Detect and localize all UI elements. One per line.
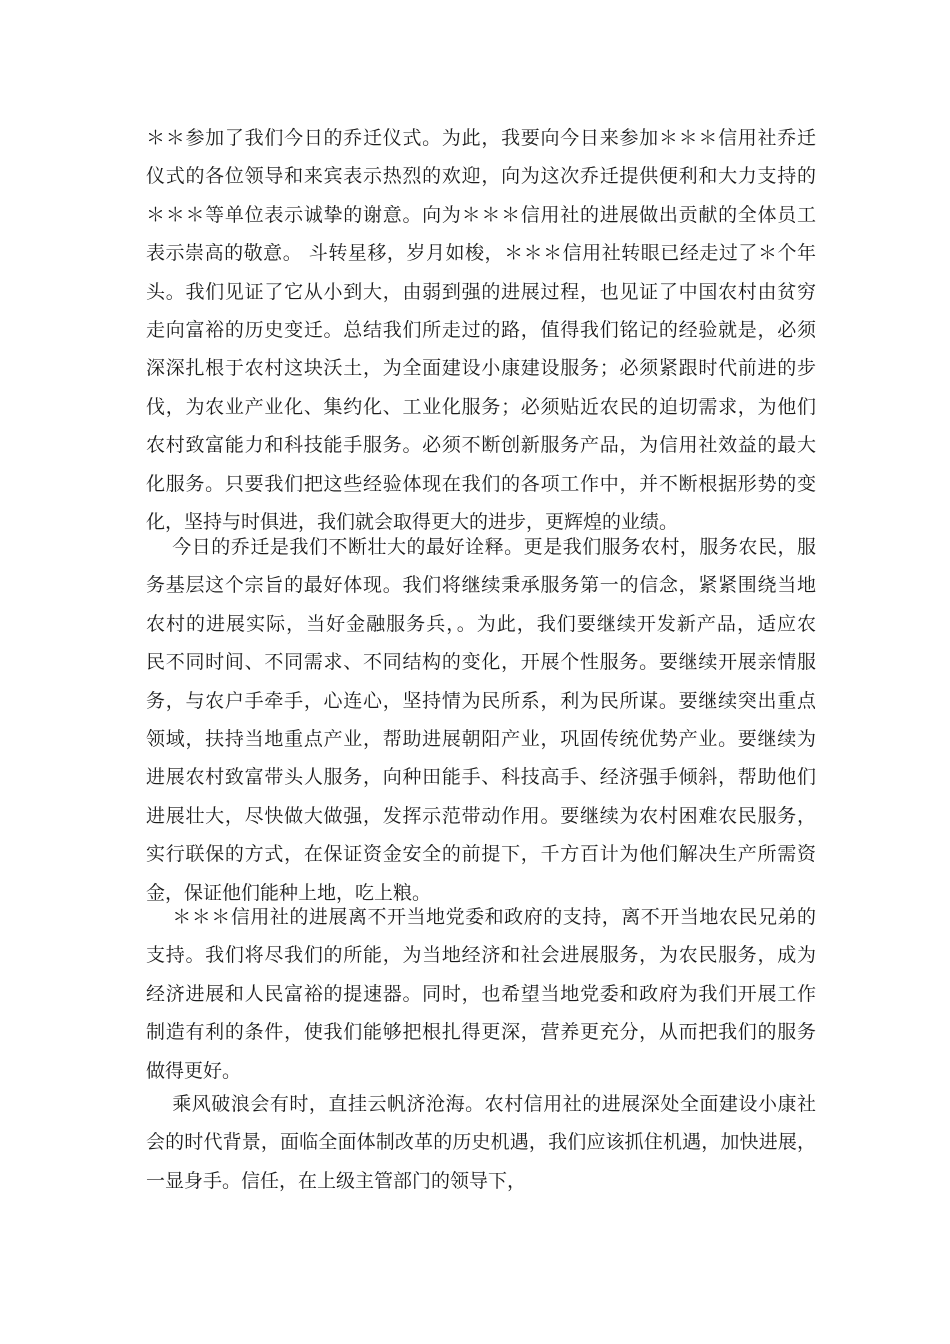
text-line: 头。我们见证了它从小到大，由弱到强的进展过程，也见证了中国农村由贫穷 [146, 280, 816, 303]
text-line: 仪式的各位领导和来宾表示热烈的欢迎，向为这次乔迁提供便利和大力支持的 [146, 165, 816, 188]
text-line: 乘风破浪会有时，直挂云帆济沧海。农村信用社的进展深处全面建设小康社 [146, 1093, 816, 1115]
text-line: 支持。我们将尽我们的所能，为当地经济和社会进展服务，为农民服务，成为 [146, 944, 816, 967]
paragraph-2 [146, 528, 816, 912]
text-line: 走向富裕的历史变迁。总结我们所走过的路，值得我们铭记的经验就是，必须 [146, 318, 816, 341]
text-line: 民不同时间、不同需求、不同结构的变化，开展个性服务。要继续开展亲情服 [146, 651, 816, 674]
text-line: 进展壮大，尽快做大做强，发挥示范带动作用。要继续为农村困难农民服务， [146, 804, 816, 827]
text-line: 做得更好。 [146, 1059, 242, 1082]
text-line: 农村致富能力和科技能手服务。必须不断创新服务产品，为信用社效益的最大 [146, 434, 816, 457]
text-line: 实行联保的方式，在保证资金安全的前提下，千方百计为他们解决生产所需资 [146, 843, 816, 866]
text-line: 化服务。只要我们把这些经验体现在我们的各项工作中，并不断根据形势的变 [146, 472, 816, 495]
text-line: 深深扎根于农村这块沃土，为全面建设小康建设服务；必须紧跟时代前进的步 [146, 357, 816, 380]
text-line: ＊＊＊信用社的进展离不开当地党委和政府的支持，离不开当地农民兄弟的 [146, 906, 816, 928]
text-line: 制造有利的条件，使我们能够把根扎得更深，营养更充分，从而把我们的服务 [146, 1021, 816, 1044]
text-line: 化，坚持与时俱进，我们就会取得更大的进步，更辉煌的业绩。 [146, 510, 679, 533]
text-line: ＊＊参加了我们今日的乔迁仪式。为此，我要向今日来参加＊＊＊信用社乔迁 [146, 127, 816, 149]
text-line: 会的时代背景，面临全面体制改革的历史机遇，我们应该抓住机遇，加快进展， [146, 1131, 816, 1154]
paragraph-4 [146, 1085, 816, 1200]
text-line: 农村的进展实际，当好金融服务兵，。为此，我们要继续开发新产品，适应农 [146, 612, 816, 635]
text-line: 进展农村致富带头人服务，向种田能手、科技高手、经济强手倾斜，帮助他们 [146, 766, 816, 789]
text-line: 务，与农户手牵手，心连心，坚持情为民所系，利为民所谋。要继续突出重点 [146, 689, 816, 712]
text-line: 表示崇高的敬意。 斗转星移，岁月如梭，＊＊＊信用社转眼已经走过了＊个年 [146, 242, 816, 265]
text-line: 经济进展和人民富裕的提速器。同时，也希望当地党委和政府为我们开展工作 [146, 982, 816, 1005]
paragraph-1 [146, 119, 816, 541]
text-line: ＊＊＊等单位表示诚挚的谢意。向为＊＊＊信用社的进展做出贡献的全体员工 [146, 203, 816, 226]
text-line: 伐，为农业产业化、集约化、工业化服务；必须贴近农民的迫切需求，为他们 [146, 395, 816, 418]
text-line: 务基层这个宗旨的最好体现。我们将继续秉承服务第一的信念，紧紧围绕当地 [146, 574, 816, 597]
text-line: 金，保证他们能种上地，吃上粮。 [146, 881, 432, 904]
text-line: 今日的乔迁是我们不断壮大的最好诠释。更是我们服务农村，服务农民，服 [146, 536, 816, 558]
text-line: 领域，扶持当地重点产业，帮助进展朝阳产业，巩固传统优势产业。要继续为 [146, 727, 816, 750]
text-line: 一显身手。信任，在上级主管部门的领导下， [146, 1169, 527, 1192]
paragraph-3 [146, 898, 816, 1090]
